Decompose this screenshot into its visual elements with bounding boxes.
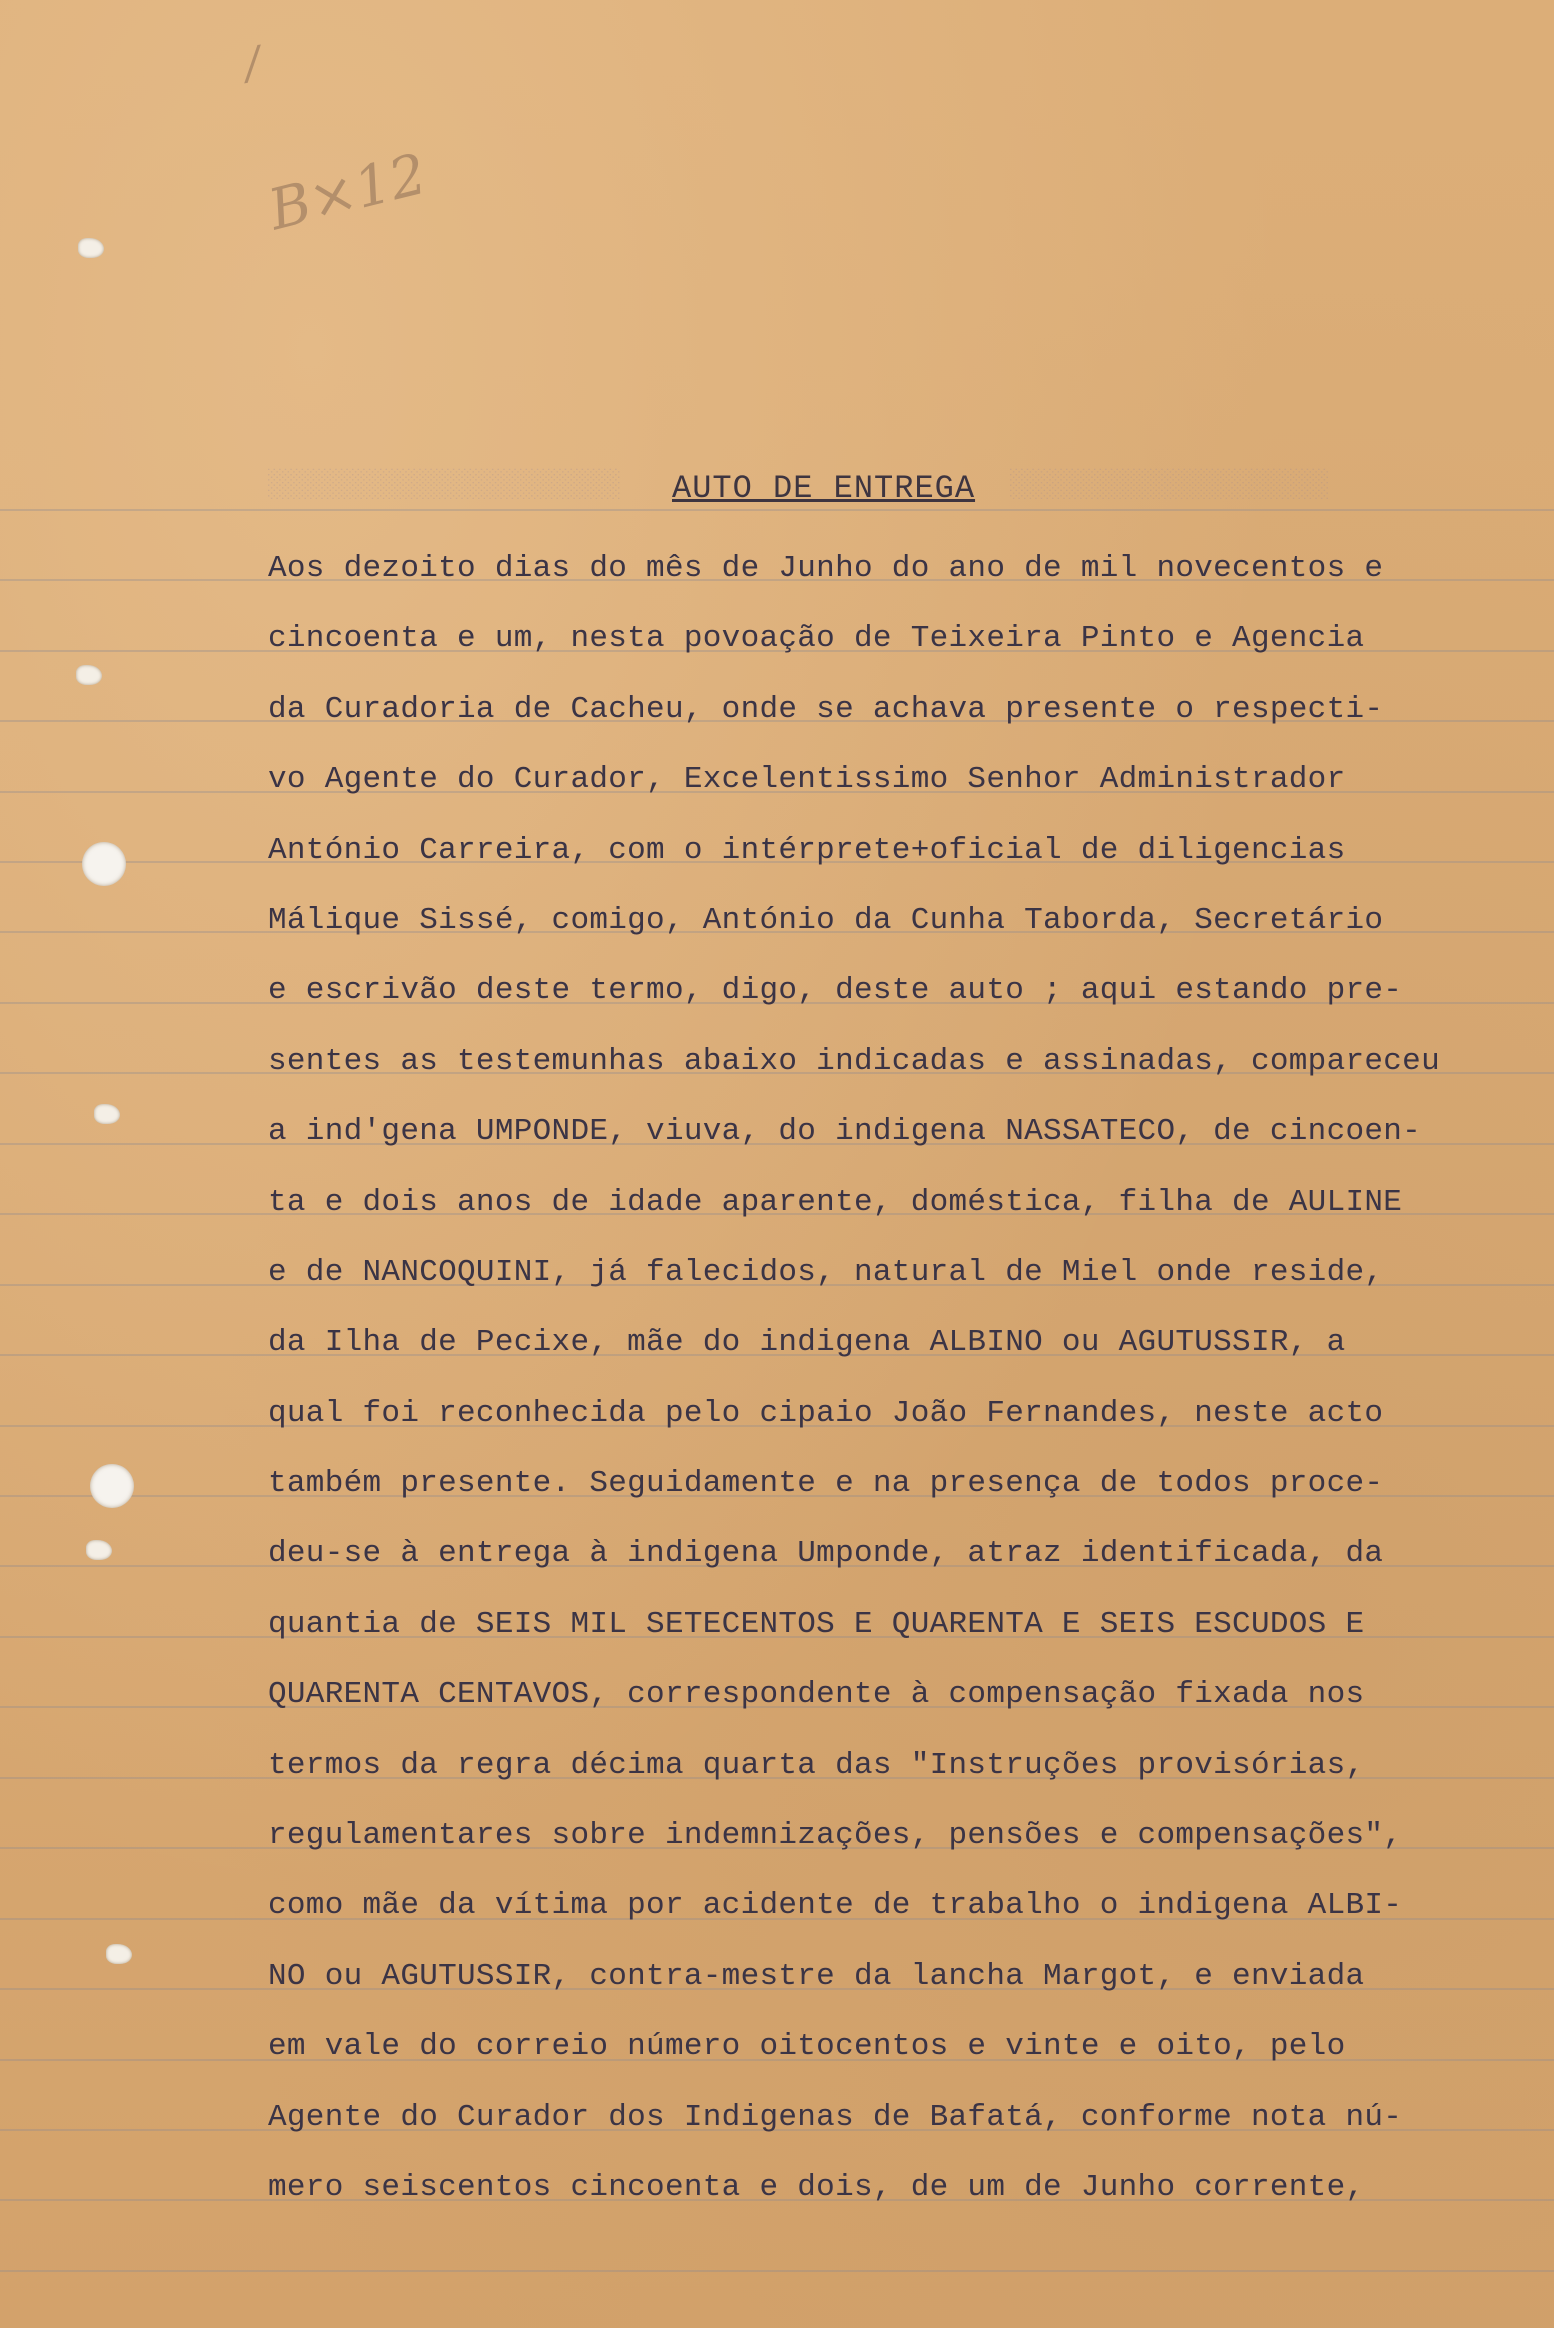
text-line: e de NANCOQUINI, já falecidos, natural de Miel onde reside, [268, 1254, 1384, 1290]
text-line: António Carreira, com o intérprete+oficial de diligencias [268, 832, 1346, 868]
pencil-reference-note: B×12 [262, 141, 433, 244]
text-line: a ind'gena UMPONDE, viuva, do indigena NASSATECO, de cincoen- [268, 1114, 1422, 1150]
binding-tear [94, 1104, 120, 1124]
text-line: vo Agente do Curador, Excelentissimo Senhor Administrador [268, 762, 1346, 798]
text-line: termos da regra décima quarta das "Instruções provisórias, [268, 1747, 1365, 1783]
text-line: sentes as testemunhas abaixo indicadas e assinadas, compareceu [268, 1043, 1440, 1079]
text-line: como mãe da vítima por acidente de trabalho o indigena ALBI- [268, 1888, 1403, 1924]
text-line: QUARENTA CENTAVOS, correspondente à compensação fixada nos [268, 1677, 1365, 1713]
text-line: cincoenta e um, nesta povoação de Teixeira Pinto e Agencia [268, 621, 1365, 657]
binding-tear [76, 665, 102, 685]
pencil-mark: / [241, 37, 264, 90]
text-line: da Curadoria de Cacheu, onde se achava presente o respecti- [268, 691, 1384, 727]
text-line: mero seiscentos cincoenta e dois, de um de Junho corrente, [268, 2169, 1365, 2205]
text-line: quantia de SEIS MIL SETECENTOS E QUARENTA E SEIS ESCUDOS E [268, 1606, 1365, 1642]
text-line: qual foi reconhecida pelo cipaio João Fernandes, neste acto [268, 1395, 1384, 1431]
text-line: NO ou AGUTUSSIR, contra-mestre da lancha Margot, e enviada [268, 1958, 1365, 1994]
show-through-text: ░░░░░░░░░░░░░░░░░░░ [1010, 470, 1330, 501]
text-line: e escrivão deste termo, digo, deste auto ; aqui estando pre- [268, 973, 1403, 1009]
binding-tear [86, 1540, 112, 1560]
text-line: em vale do correio número oitocentos e vinte e oito, pelo [268, 2029, 1346, 2065]
binding-tear [106, 1944, 132, 1964]
text-line: Aos dezoito dias do mês de Junho do ano de mil novecentos e [268, 551, 1384, 586]
text-line: regulamentares sobre indemnizações, pensões e compensações", [268, 1818, 1403, 1854]
text-line: também presente. Seguidamente e na presença de todos proce- [268, 1466, 1384, 1502]
binding-tear [78, 238, 104, 258]
punch-hole [82, 842, 126, 886]
punch-hole [90, 1464, 134, 1508]
show-through-text: ░░░░░░░░░░░░░░░░░░░░░ [268, 470, 621, 501]
text-line: Málique Sissé, comigo, António da Cunha Taborda, Secretário [268, 902, 1384, 938]
text-line: deu-se à entrega à indigena Umponde, atraz identificada, da [268, 1536, 1384, 1572]
document-title: AUTO DE ENTREGA [672, 470, 976, 507]
document-body [268, 540, 1518, 2229]
text-line: ta e dois anos de idade aparente, doméstica, filha de AULINE [268, 1184, 1403, 1220]
text-line: da Ilha de Pecixe, mãe do indigena ALBINO ou AGUTUSSIR, a [268, 1325, 1346, 1361]
text-line: Agente do Curador dos Indigenas de Bafatá, conforme nota nú- [268, 2099, 1403, 2135]
